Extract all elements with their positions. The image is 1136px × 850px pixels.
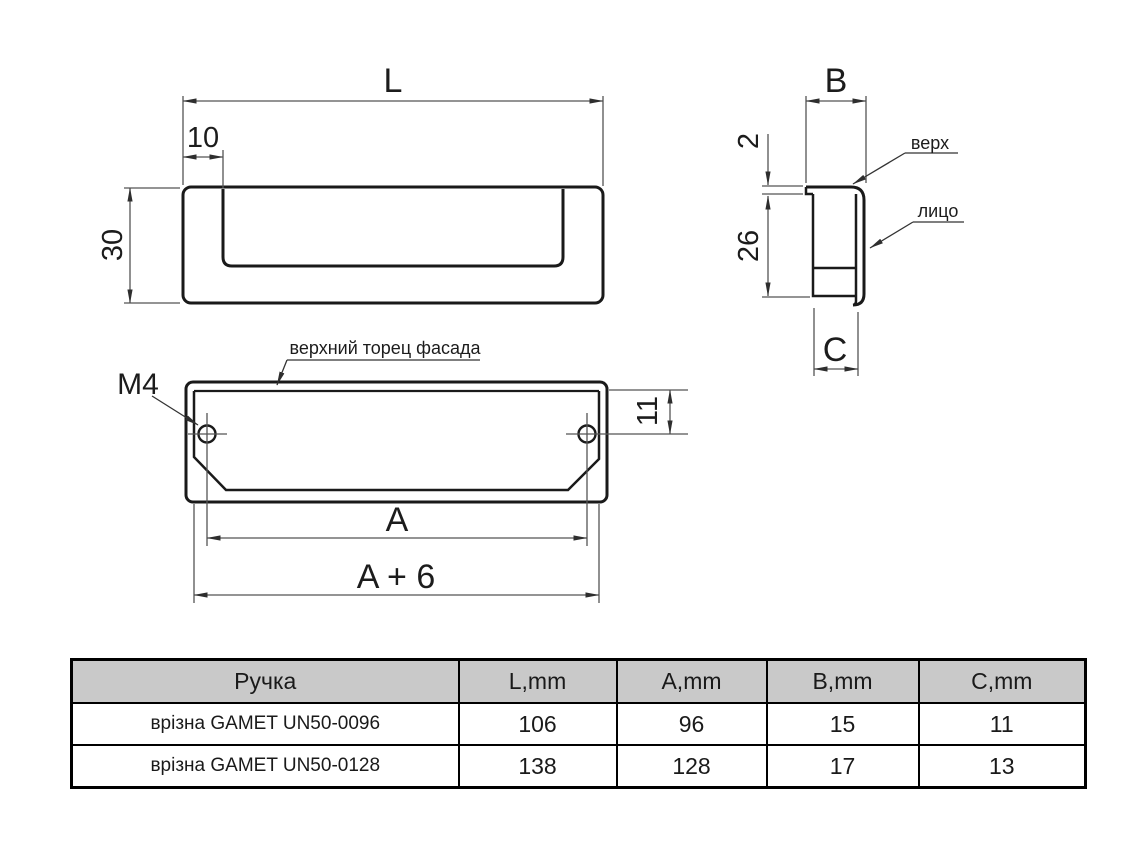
- row2-B: 17: [767, 745, 919, 788]
- dim-A-label: A: [385, 501, 409, 539]
- callout-face-leader: [870, 222, 913, 248]
- dim-B-label: B: [824, 62, 848, 100]
- header-L: L,mm: [459, 660, 617, 704]
- dim-11-label: 11: [632, 395, 664, 427]
- dim-M4-label: M4: [117, 368, 159, 401]
- plan-view-callouts: [152, 360, 480, 425]
- callout-m4-leader: [152, 396, 198, 425]
- row1-B: 15: [767, 703, 919, 745]
- dim-2-label: 2: [733, 132, 765, 150]
- table-row: [72, 745, 1086, 788]
- row1-handle-name: врізна GAMET UN50-0096: [72, 703, 459, 745]
- dim-C-label: C: [822, 331, 848, 369]
- dim-26-label: 26: [733, 229, 765, 263]
- row2-handle-name: врізна GAMET UN50-0128: [72, 745, 459, 788]
- callout-top-label: верх: [910, 133, 950, 153]
- front-view: [183, 187, 603, 303]
- front-outer-outline: [183, 187, 603, 303]
- header-C: C,mm: [919, 660, 1086, 704]
- dim-A6-label: A + 6: [356, 558, 436, 596]
- row1-C: 11: [919, 703, 1086, 745]
- header-handle: Ручка: [72, 660, 459, 704]
- row2-L: 138: [459, 745, 617, 788]
- callout-face-label: лицо: [917, 201, 959, 221]
- callout-facade-label: верхний торец фасада: [289, 338, 481, 358]
- spec-table-container: [70, 658, 1087, 789]
- plan-view: [186, 382, 607, 502]
- side-body-outline: [813, 194, 856, 296]
- row2-A: 128: [617, 745, 767, 788]
- plan-view-dimensions: [188, 390, 688, 603]
- spec-table: [70, 658, 1087, 789]
- header-B: B,mm: [767, 660, 919, 704]
- side-view: [806, 187, 864, 305]
- callout-top-leader: [853, 153, 905, 184]
- dim-10-label: 10: [186, 122, 220, 154]
- row1-L: 106: [459, 703, 617, 745]
- front-recess-outline: [223, 189, 563, 266]
- dim-30-label: 30: [97, 228, 129, 262]
- table-row: [72, 703, 1086, 745]
- dim-L-label: L: [383, 62, 403, 100]
- row1-A: 96: [617, 703, 767, 745]
- row2-C: 13: [919, 745, 1086, 788]
- side-face-inner-edge: [853, 194, 856, 305]
- spec-table-header-row: [72, 660, 1086, 704]
- plan-outer-outline: [186, 382, 607, 502]
- header-A: A,mm: [617, 660, 767, 704]
- plan-recess-outline: [194, 391, 599, 490]
